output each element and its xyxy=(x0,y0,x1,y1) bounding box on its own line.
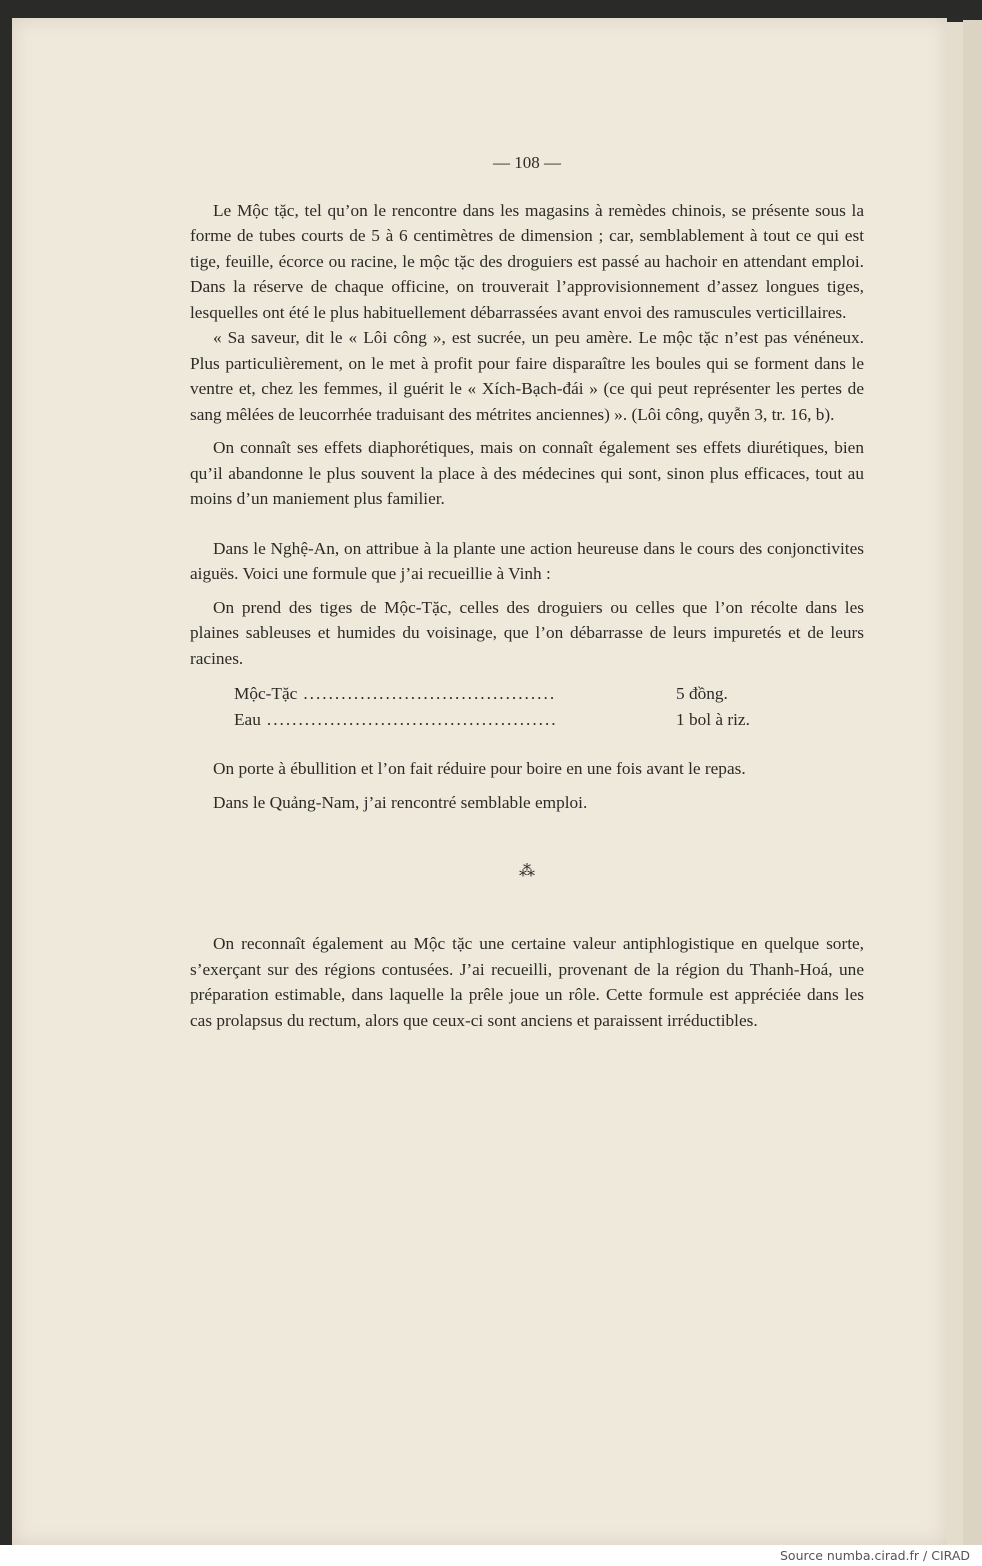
paragraph-5: On prend des tiges de Mộc-Tặc, celles des droguiers ou celles que l’on récolte dans les plaines sableuses et humides du voisinage, que l’on débarrasse de leurs impuretés et de leurs racines. xyxy=(190,597,864,668)
paragraph-4: Dans le Nghệ-An, on attribue à la plante une action heureuse dans le cours des conjonctivites aiguës. Voici une formule que j’ai recueillie à Vinh : xyxy=(190,538,864,583)
page-text xyxy=(190,150,864,1033)
leader-dots: ........................................ xyxy=(303,684,557,703)
recipe-table xyxy=(234,681,800,732)
page-edge-back xyxy=(963,20,982,1545)
recipe-ingredient: Eau xyxy=(234,709,261,729)
paragraph-6: On porte à ébullition et l’on fait réduire pour boire en une fois avant le repas. xyxy=(213,759,746,778)
page-edge xyxy=(947,22,963,1545)
recipe-row xyxy=(234,681,800,707)
source-credit: Source numba.cirad.fr / CIRAD xyxy=(779,1548,970,1563)
paragraph-8: On reconnaît également au Mộc tặc une certaine valeur antiphlogistique en quelque sorte, s’exerçant sur des régions contusées. J’ai recueilli, provenant de la région du Thanh-Hoá, une préparation estimable, dans laquelle la prêle joue un rôle. Cette formule est appréciée dans les cas prolapsus du rectum, alors que ceux-ci sont anciens et paraissent irréductibles. xyxy=(190,934,864,1030)
recipe-ingredient: Mộc-Tặc xyxy=(234,684,298,703)
paragraph-1: Le Mộc tặc, tel qu’on le rencontre dans les magasins à remèdes chinois, se présente sous la forme de tubes courts de 5 à 6 centimètres de dimension ; car, semblablement à tout ce qui est tige, feuille, écorce ou racine, le mộc tặc des droguiers est passé au hachoir en attendant emploi. Dans la réserve de chaque officine, on trouverait l’approvisionnement d’assez longues tiges, lesquelles ont été le plus habituellement débarrassées avant envoi des ramuscules verticillaires. xyxy=(190,200,864,322)
paragraph-7: Dans le Quảng-Nam, j’ai rencontré semblable emploi. xyxy=(213,792,588,812)
recipe-row xyxy=(234,707,800,733)
paragraph-2: « Sa saveur, dit le « Lôi công », est sucrée, un peu amère. Le mộc tặc n’est pas vénéneux. Plus particulièrement, on le met à profit pour faire disparaître les boules qui se forment dans le ventre et, chez les femmes, il guérit le « Xích-Bạch-đái » (ce qui peut représenter les pertes de sang mêlées de leucorrhée traduisant des métrites anciennes) ». (Lôi công, quyễn 3, tr. 16, b). xyxy=(190,328,864,424)
recipe-quantity: 5 đồng. xyxy=(676,684,728,703)
page-number: — 108 — xyxy=(493,153,561,172)
leader-dots: .............................................. xyxy=(266,709,558,729)
section-asterism: ⁂ xyxy=(519,863,535,880)
recipe-quantity: 1 bol à riz. xyxy=(676,709,750,729)
paragraph-3: On connaît ses effets diaphorétiques, mais on connaît également ses effets diurétiques, bien qu’il abandonne le plus souvent la place à des médecines qui sont, sinon plus efficaces, tout au moins d’un maniement plus familier. xyxy=(190,438,864,508)
